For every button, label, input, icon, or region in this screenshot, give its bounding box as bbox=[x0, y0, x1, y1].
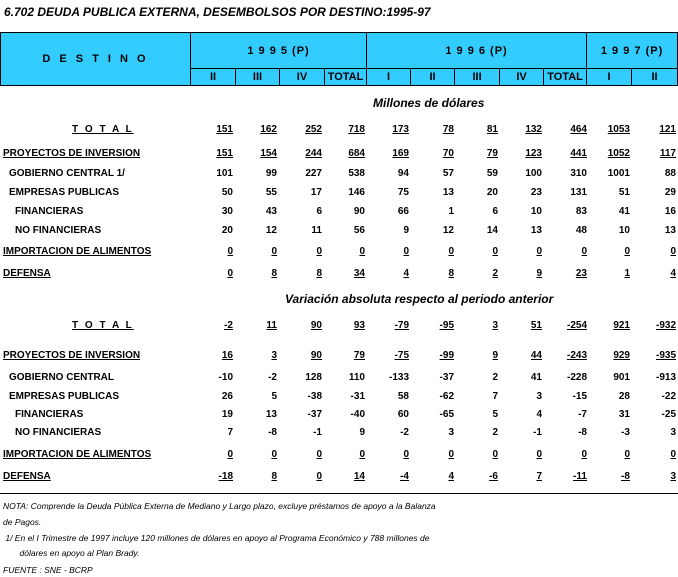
cell-value: 14 bbox=[486, 225, 498, 236]
cell-value: -62 bbox=[439, 391, 454, 402]
cell-value: 901 bbox=[613, 372, 630, 383]
cell-value: 13 bbox=[530, 225, 542, 236]
cell-value: 538 bbox=[348, 168, 365, 179]
cell-value: 0 bbox=[271, 449, 277, 460]
cell-value: 0 bbox=[316, 246, 322, 257]
cell-value: -37 bbox=[307, 409, 322, 420]
cell-value: 12 bbox=[442, 225, 454, 236]
row-label: NO FINANCIERAS bbox=[15, 225, 102, 236]
cell-value: -75 bbox=[394, 350, 409, 361]
table-row bbox=[0, 148, 678, 162]
cell-value: 101 bbox=[216, 168, 233, 179]
quarter-header: II bbox=[411, 69, 455, 86]
cell-value: 441 bbox=[570, 148, 587, 159]
quarter-header: IV bbox=[500, 69, 544, 86]
cell-value: 8 bbox=[448, 268, 454, 279]
cell-value: 20 bbox=[221, 225, 233, 236]
cell-value: 55 bbox=[265, 187, 277, 198]
cell-value: -11 bbox=[573, 471, 587, 482]
table-row bbox=[0, 206, 678, 220]
cell-value: 123 bbox=[525, 148, 542, 159]
cell-value: 5 bbox=[271, 391, 277, 402]
row-label: DEFENSA bbox=[3, 471, 51, 482]
cell-value: 151 bbox=[216, 124, 233, 135]
cell-value: 13 bbox=[442, 187, 454, 198]
row-label: GOBIERNO CENTRAL bbox=[9, 372, 114, 383]
cell-value: -4 bbox=[400, 471, 409, 482]
cell-value: -40 bbox=[350, 409, 365, 420]
row-label: IMPORTACION DE ALIMENTOS bbox=[3, 246, 152, 257]
cell-value: 90 bbox=[310, 350, 322, 361]
cell-value: 7 bbox=[492, 391, 498, 402]
note-line: 1/ En el I Trimestre de 1997 incluye 120 millones de dólares en apoyo al Programa Económico y 788 millones de bbox=[3, 533, 430, 543]
cell-value: 9 bbox=[536, 268, 542, 279]
cell-value: 121 bbox=[659, 124, 676, 135]
table-row bbox=[0, 320, 678, 334]
cell-value: -2 bbox=[268, 372, 277, 383]
table-header bbox=[0, 32, 678, 86]
cell-value: 29 bbox=[664, 187, 676, 198]
table-row bbox=[0, 246, 678, 260]
cell-value: 78 bbox=[442, 124, 454, 135]
cell-value: 0 bbox=[403, 246, 409, 257]
cell-value: 50 bbox=[221, 187, 233, 198]
cell-value: 0 bbox=[359, 246, 365, 257]
cell-value: 0 bbox=[492, 246, 498, 257]
cell-value: 0 bbox=[581, 449, 587, 460]
quarter-header: III bbox=[455, 69, 500, 86]
cell-value: 0 bbox=[536, 246, 542, 257]
quarter-header: IV bbox=[280, 69, 325, 86]
cell-value: 5 bbox=[492, 409, 498, 420]
page-title: 6.702 DEUDA PUBLICA EXTERNA, DESEMBOLSOS POR DESTINO:1995-97 bbox=[4, 5, 431, 19]
cell-value: 16 bbox=[664, 206, 676, 217]
cell-value: 0 bbox=[581, 246, 587, 257]
year-1997-header: 1 9 9 7 (P) bbox=[587, 33, 678, 69]
cell-value: 718 bbox=[348, 124, 365, 135]
cell-value: 11 bbox=[311, 225, 322, 236]
cell-value: 0 bbox=[227, 268, 233, 279]
table-row bbox=[0, 268, 678, 282]
cell-value: -2 bbox=[400, 427, 409, 438]
cell-value: 0 bbox=[403, 449, 409, 460]
cell-value: 56 bbox=[353, 225, 365, 236]
cell-value: 0 bbox=[448, 449, 454, 460]
cell-value: 464 bbox=[570, 124, 587, 135]
cell-value: -15 bbox=[572, 391, 587, 402]
cell-value: 75 bbox=[397, 187, 409, 198]
cell-value: 94 bbox=[397, 168, 409, 179]
cell-value: 0 bbox=[359, 449, 365, 460]
table-row bbox=[0, 372, 678, 386]
table-row bbox=[0, 350, 678, 364]
cell-value: 173 bbox=[392, 124, 409, 135]
row-label: FINANCIERAS bbox=[15, 206, 84, 217]
cell-value: -2 bbox=[224, 320, 233, 331]
year-1996-header: 1 9 9 6 (P) bbox=[367, 33, 587, 69]
cell-value: 16 bbox=[221, 350, 233, 361]
cell-value: 7 bbox=[536, 471, 542, 482]
destino-header: D E S T I N O bbox=[1, 33, 191, 86]
cell-value: 684 bbox=[348, 148, 365, 159]
cell-value: 51 bbox=[530, 320, 542, 331]
cell-value: 1 bbox=[624, 268, 630, 279]
cell-value: 2 bbox=[492, 372, 498, 383]
cell-value: 9 bbox=[359, 427, 365, 438]
cell-value: 60 bbox=[397, 409, 409, 420]
cell-value: -22 bbox=[661, 391, 676, 402]
cell-value: 31 bbox=[618, 409, 630, 420]
cell-value: 3 bbox=[536, 391, 542, 402]
row-label: DEFENSA bbox=[3, 268, 51, 279]
table-row bbox=[0, 391, 678, 405]
cell-value: 14 bbox=[353, 471, 365, 482]
cell-value: -31 bbox=[350, 391, 365, 402]
note-line: NOTA: Comprende la Deuda Pública Externa de Mediano y Largo plazo, excluye préstamos de apoyo a la Balanza bbox=[3, 501, 436, 511]
cell-value: -935 bbox=[655, 350, 676, 361]
cell-value: 128 bbox=[305, 372, 322, 383]
table-row bbox=[0, 449, 678, 463]
cell-value: 7 bbox=[227, 427, 233, 438]
cell-value: 6 bbox=[316, 206, 322, 217]
cell-value: 131 bbox=[570, 187, 587, 198]
quarter-header: I bbox=[587, 69, 632, 86]
cell-value: 1052 bbox=[607, 148, 630, 159]
quarter-header: I bbox=[367, 69, 411, 86]
cell-value: -7 bbox=[578, 409, 587, 420]
cell-value: 83 bbox=[575, 206, 587, 217]
cell-value: 51 bbox=[618, 187, 630, 198]
cell-value: 79 bbox=[353, 350, 365, 361]
cell-value: 3 bbox=[271, 350, 277, 361]
divider bbox=[0, 493, 678, 494]
cell-value: 244 bbox=[305, 148, 322, 159]
cell-value: 4 bbox=[448, 471, 454, 482]
cell-value: 44 bbox=[530, 350, 542, 361]
cell-value: 2 bbox=[492, 268, 498, 279]
cell-value: 3 bbox=[492, 320, 498, 331]
cell-value: 0 bbox=[316, 449, 322, 460]
cell-value: -932 bbox=[655, 320, 676, 331]
cell-value: 90 bbox=[353, 206, 365, 217]
quarter-header: II bbox=[632, 69, 678, 86]
cell-value: -6 bbox=[489, 471, 498, 482]
cell-value: 10 bbox=[530, 206, 542, 217]
cell-value: 30 bbox=[221, 206, 233, 217]
section-title-variacion: Variación absoluta respecto al periodo anterior bbox=[285, 292, 554, 306]
row-label: FINANCIERAS bbox=[15, 409, 84, 420]
cell-value: 0 bbox=[536, 449, 542, 460]
cell-value: 90 bbox=[310, 320, 322, 331]
cell-value: -8 bbox=[578, 427, 587, 438]
year-1995-header: 1 9 9 5 (P) bbox=[191, 33, 367, 69]
cell-value: 151 bbox=[216, 148, 233, 159]
cell-value: 13 bbox=[664, 225, 676, 236]
row-label: GOBIERNO CENTRAL 1/ bbox=[9, 168, 125, 179]
note-line: FUENTE : SNE - BCRP bbox=[3, 565, 93, 575]
cell-value: -37 bbox=[439, 372, 454, 383]
note-line: dólares en apoyo al Plan Brady. bbox=[3, 548, 140, 558]
cell-value: 8 bbox=[316, 268, 322, 279]
cell-value: 8 bbox=[271, 471, 277, 482]
cell-value: 1053 bbox=[607, 124, 630, 135]
cell-value: -25 bbox=[661, 409, 676, 420]
table-row bbox=[0, 471, 678, 485]
cell-value: -1 bbox=[313, 427, 322, 438]
cell-value: 162 bbox=[260, 124, 277, 135]
cell-value: -18 bbox=[218, 471, 233, 482]
cell-value: 79 bbox=[486, 148, 498, 159]
cell-value: -1 bbox=[533, 427, 542, 438]
cell-value: 4 bbox=[403, 268, 409, 279]
cell-value: 0 bbox=[316, 471, 322, 482]
cell-value: 48 bbox=[575, 225, 587, 236]
cell-value: 227 bbox=[305, 168, 322, 179]
cell-value: 13 bbox=[265, 409, 277, 420]
row-label: EMPRESAS PUBLICAS bbox=[9, 187, 120, 198]
cell-value: 26 bbox=[221, 391, 233, 402]
cell-value: 132 bbox=[525, 124, 542, 135]
row-label: PROYECTOS DE INVERSION bbox=[3, 148, 141, 159]
quarter-header: TOTAL bbox=[544, 69, 587, 86]
cell-value: 169 bbox=[392, 148, 409, 159]
cell-value: 0 bbox=[624, 246, 630, 257]
cell-value: 0 bbox=[448, 246, 454, 257]
cell-value: -79 bbox=[394, 320, 409, 331]
cell-value: 9 bbox=[403, 225, 409, 236]
cell-value: -95 bbox=[439, 320, 454, 331]
cell-value: 57 bbox=[442, 168, 454, 179]
row-label: EMPRESAS PUBLICAS bbox=[9, 391, 120, 402]
cell-value: 921 bbox=[613, 320, 630, 331]
cell-value: 2 bbox=[492, 427, 498, 438]
row-label: PROYECTOS DE INVERSION bbox=[3, 350, 141, 361]
cell-value: 1 bbox=[448, 206, 454, 217]
cell-value: 41 bbox=[530, 372, 542, 383]
section-title-millones: Millones de dólares bbox=[373, 96, 485, 110]
cell-value: 9 bbox=[492, 350, 498, 361]
cell-value: -254 bbox=[566, 320, 587, 331]
cell-value: -10 bbox=[218, 372, 233, 383]
cell-value: 10 bbox=[618, 225, 630, 236]
cell-value: 23 bbox=[530, 187, 542, 198]
cell-value: -243 bbox=[566, 350, 587, 361]
cell-value: 0 bbox=[670, 449, 676, 460]
cell-value: 3 bbox=[448, 427, 454, 438]
cell-value: 58 bbox=[397, 391, 409, 402]
cell-value: 1001 bbox=[607, 168, 630, 179]
cell-value: 0 bbox=[271, 246, 277, 257]
cell-value: -228 bbox=[566, 372, 587, 383]
cell-value: -99 bbox=[439, 350, 454, 361]
cell-value: 3 bbox=[670, 427, 676, 438]
cell-value: -65 bbox=[439, 409, 454, 420]
cell-value: -8 bbox=[621, 471, 630, 482]
cell-value: 28 bbox=[618, 391, 630, 402]
cell-value: 88 bbox=[664, 168, 676, 179]
table-row bbox=[0, 124, 678, 138]
cell-value: -913 bbox=[655, 372, 676, 383]
cell-value: 19 bbox=[221, 409, 233, 420]
quarter-header: TOTAL bbox=[325, 69, 367, 86]
cell-value: 310 bbox=[570, 168, 587, 179]
row-label: IMPORTACION DE ALIMENTOS bbox=[3, 449, 152, 460]
cell-value: 4 bbox=[670, 268, 676, 279]
cell-value: 4 bbox=[536, 409, 542, 420]
table-row bbox=[0, 187, 678, 201]
row-label: T O T A L bbox=[72, 124, 134, 135]
cell-value: 252 bbox=[305, 124, 322, 135]
cell-value: 81 bbox=[486, 124, 498, 135]
cell-value: 100 bbox=[525, 168, 542, 179]
cell-value: 59 bbox=[486, 168, 498, 179]
cell-value: -3 bbox=[621, 427, 630, 438]
cell-value: 0 bbox=[624, 449, 630, 460]
cell-value: 99 bbox=[265, 168, 277, 179]
note-line: de Pagos. bbox=[3, 517, 42, 527]
cell-value: 43 bbox=[265, 206, 277, 217]
quarter-header: III bbox=[236, 69, 280, 86]
cell-value: -133 bbox=[388, 372, 409, 383]
table-row bbox=[0, 409, 678, 423]
cell-value: 146 bbox=[348, 187, 365, 198]
cell-value: 0 bbox=[492, 449, 498, 460]
cell-value: 110 bbox=[348, 372, 365, 383]
row-label: T O T A L bbox=[72, 320, 134, 331]
cell-value: 8 bbox=[271, 268, 277, 279]
table-row bbox=[0, 427, 678, 441]
cell-value: 66 bbox=[397, 206, 409, 217]
cell-value: 93 bbox=[353, 320, 365, 331]
cell-value: 3 bbox=[670, 471, 676, 482]
cell-value: 20 bbox=[486, 187, 498, 198]
cell-value: 34 bbox=[353, 268, 365, 279]
cell-value: 70 bbox=[442, 148, 454, 159]
cell-value: 0 bbox=[670, 246, 676, 257]
cell-value: 41 bbox=[618, 206, 630, 217]
cell-value: 0 bbox=[227, 246, 233, 257]
cell-value: 6 bbox=[492, 206, 498, 217]
cell-value: 929 bbox=[613, 350, 630, 361]
quarter-header: II bbox=[191, 69, 236, 86]
cell-value: 11 bbox=[266, 320, 277, 331]
cell-value: 0 bbox=[227, 449, 233, 460]
row-label: NO FINANCIERAS bbox=[15, 427, 102, 438]
cell-value: -38 bbox=[307, 391, 322, 402]
cell-value: 12 bbox=[265, 225, 277, 236]
table-row bbox=[0, 225, 678, 239]
cell-value: 117 bbox=[659, 148, 676, 159]
cell-value: 154 bbox=[260, 148, 277, 159]
cell-value: 17 bbox=[310, 187, 322, 198]
cell-value: 23 bbox=[575, 268, 587, 279]
cell-value: -8 bbox=[268, 427, 277, 438]
table-row bbox=[0, 168, 678, 182]
